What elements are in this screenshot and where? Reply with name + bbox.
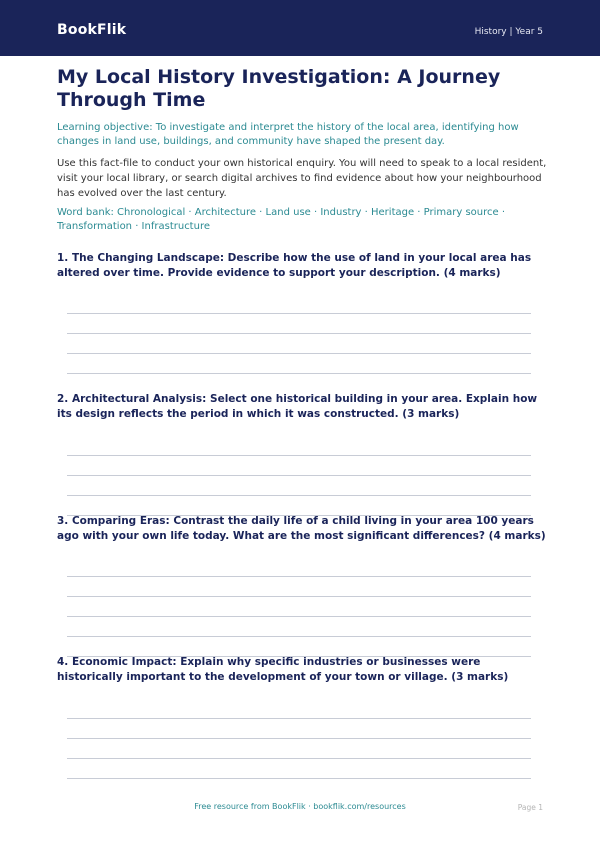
answer-line[interactable] [67,758,531,759]
answer-line[interactable] [67,313,531,314]
question-4: 4. Economic Impact: Explain why specific industries or businesses were historically important to the development of your town or village. (3 marks) [57,656,509,683]
intro-text: Use this fact-file to conduct your own historical enquiry. You will need to speak to a local resident, visit your local library, or search digital archives to find evidence about how your neighbourhood has evolved over the last century. [57,158,547,199]
answer-line[interactable] [67,596,531,597]
answer-line[interactable] [67,616,531,617]
answer-line[interactable] [67,495,531,496]
answer-line[interactable] [67,778,531,779]
word-bank: Word bank: Chronological · Architecture · Land use · Industry · Heritage · Primary source · Transformation · Infrastructure [57,207,506,232]
learning-objective: Learning objective: To investigate and interpret the history of the local area, identifying how changes in land use, buildings, and community have shaped the present day. [57,122,519,147]
footer-resource-link[interactable]: Free resource from BookFlik · bookflik.com/resources [194,802,406,811]
answer-line[interactable] [67,636,531,637]
question-3: 3. Comparing Eras: Contrast the daily life of a child living in your area 100 years ago with your own life today. What are the most significant differences? (4 marks) [57,515,546,542]
answer-line[interactable] [67,475,531,476]
answer-line[interactable] [67,576,531,577]
page-header [0,0,600,56]
answer-line[interactable] [67,455,531,456]
page-title: My Local History Investigation: A Journey Through Time [57,66,501,111]
answer-line[interactable] [67,738,531,739]
question-2: 2. Architectural Analysis: Select one historical building in your area. Explain how its design reflects the period in which it was constructed. (3 marks) [57,393,538,420]
page-number: Page 1 [517,803,543,812]
answer-line[interactable] [67,353,531,354]
answer-line[interactable] [67,718,531,719]
question-1: 1. The Changing Landscape: Describe how the use of land in your local area has altered over time. Provide evidence to support your description. (4 marks) [57,252,532,279]
answer-line[interactable] [67,373,531,374]
brand-logo-text: BookFlik [57,22,127,38]
subject-year-label: History | Year 5 [474,27,543,37]
answer-line[interactable] [67,333,531,334]
